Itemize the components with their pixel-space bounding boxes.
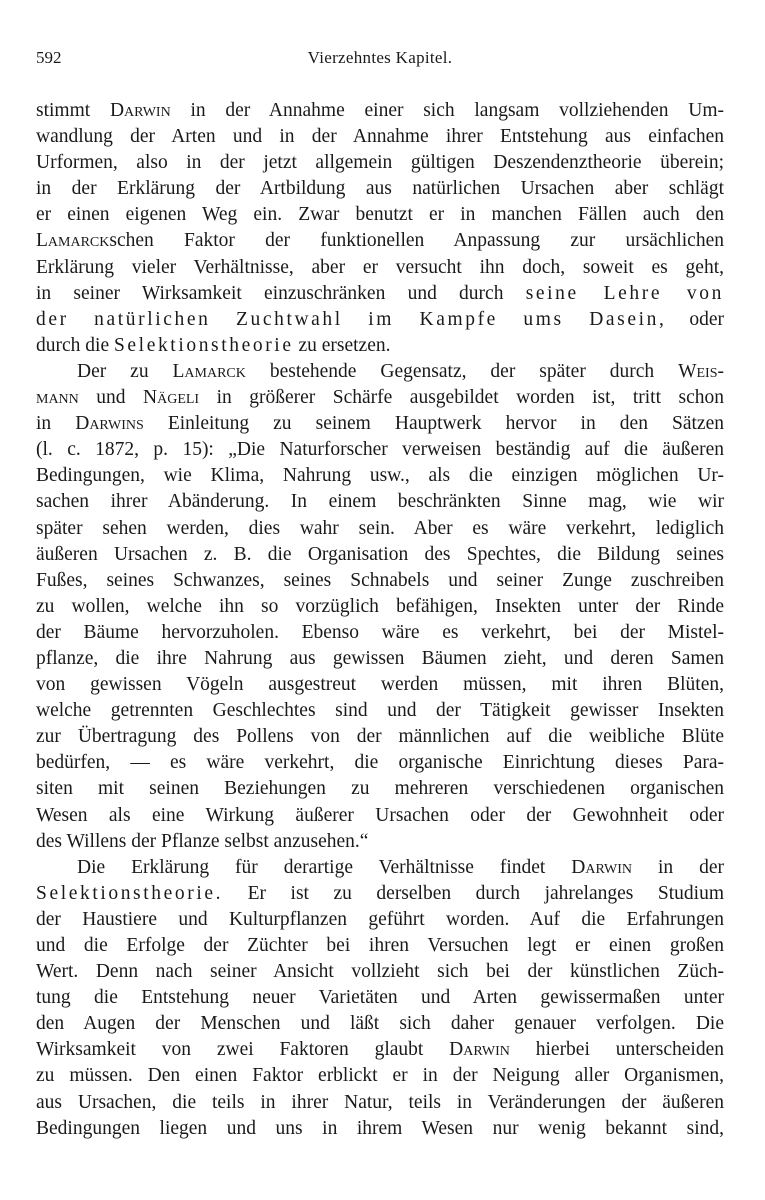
- text-run: in: [36, 413, 76, 435]
- text-line: [36, 829, 724, 855]
- body-text: [36, 98, 724, 1142]
- text-run: zu wollen, welche ihn so vorzüglich befähigen, Insekten unter der Rinde: [36, 595, 724, 617]
- name-small-caps: Darwins: [75, 413, 144, 435]
- text-run: er einen eigenen Weg ein. Zwar benutzt er in manchen Fällen auch den: [36, 204, 724, 226]
- text-line: [36, 359, 724, 385]
- text-line: [36, 698, 724, 724]
- text-run: bestehende Gegensatz, der später durch: [245, 360, 679, 382]
- text-run: Urformen, also in der jetzt allgemein gültigen Deszendenztheorie überein;: [36, 152, 724, 174]
- text-run: zu müssen. Den einen Faktor erblickt er in der Neigung aller Organismen,: [36, 1065, 724, 1087]
- text-line: [36, 646, 724, 672]
- text-line: [36, 1037, 724, 1063]
- text-line: [36, 959, 724, 985]
- text-run: Wesen als eine Wirkung äußerer Ursachen oder der Gewohnheit oder: [36, 804, 724, 826]
- text-run: (l. c. 1872, p. 15): „Die Naturforscher verweisen beständig auf die äußeren: [36, 439, 724, 461]
- name-small-caps: Weis-: [678, 360, 724, 382]
- text-run: durch die: [36, 334, 114, 356]
- text-line: [36, 542, 724, 568]
- text-run: sachen ihrer Abänderung. In einem beschränkten Sinne mag, wie wir: [36, 491, 724, 513]
- name-small-caps: Darwin: [449, 1039, 510, 1061]
- text-run: zu ersetzen.: [293, 334, 391, 356]
- text-run: Wert. Denn nach seiner Ansicht vollzieht sich bei der künstlichen Züch-: [36, 961, 724, 983]
- text-line: [36, 568, 724, 594]
- text-run: Bedingungen, wie Klima, Nahrung usw., als die einzigen möglichen Ur-: [36, 465, 724, 487]
- text-run: Er ist zu derselben durch jahrelanges Studium: [223, 882, 724, 904]
- text-run: Wirksamkeit von zwei Faktoren glaubt: [36, 1039, 450, 1061]
- text-run: welche getrennten Geschlechtes sind und der Tätigkeit gewisser Insekten: [36, 700, 724, 722]
- text-run: schen Faktor der funktionellen Anpassung zur ursächlichen: [109, 230, 724, 252]
- text-run: Der zu: [77, 360, 173, 382]
- text-line: [36, 750, 724, 776]
- text-run: der Bäume hervorzuholen. Ebenso wäre es verkehrt, bei der Mistel-: [36, 621, 724, 643]
- text-run: den Augen der Menschen und läßt sich daher genauer verfolgen. Die: [36, 1013, 724, 1035]
- text-line: [36, 176, 724, 202]
- name-small-caps: Lamarck: [172, 360, 246, 382]
- page-number: 592: [36, 48, 62, 67]
- text-run: oder: [666, 308, 724, 330]
- page-header: [36, 48, 724, 76]
- text-run: Einleitung zu seinem Hauptwerk hervor in den Sätzen: [143, 413, 724, 435]
- text-line: [36, 907, 724, 933]
- name-small-caps: Darwin: [109, 100, 171, 121]
- text-line: [36, 724, 724, 750]
- text-run: Bedingungen liegen und uns in ihrem Wesen nur wenig bekannt sind,: [36, 1117, 724, 1139]
- text-line: [36, 1090, 724, 1116]
- name-small-caps: Lamarck: [36, 230, 110, 252]
- name-small-caps: Nägeli: [143, 387, 200, 409]
- text-line: [36, 776, 724, 802]
- running-title: Vierzehntes Kapitel.: [307, 48, 453, 67]
- text-line: [36, 803, 724, 829]
- text-run: in der Annahme einer sich langsam vollziehenden Um-: [170, 100, 724, 121]
- text-run: zur Übertragung des Pollens von der männlichen auf die weibliche Blüte: [36, 726, 724, 748]
- text-line: [36, 228, 724, 254]
- text-line: [36, 1116, 724, 1142]
- text-line: [36, 620, 724, 646]
- text-line: [36, 202, 724, 228]
- text-run: und: [78, 387, 144, 409]
- spaced-emphasis: Selektionstheorie.: [36, 882, 224, 904]
- text-run: Fußes, seines Schwanzes, seines Schnabels und seiner Zunge zuschreiben: [36, 569, 724, 591]
- spaced-emphasis: Selektionstheorie: [113, 334, 294, 356]
- text-run: stimmt: [36, 100, 110, 121]
- text-line: [36, 1011, 724, 1037]
- text-run: in der Erklärung der Artbildung aus natürlichen Ursachen aber schlägt: [36, 178, 724, 200]
- text-line: [36, 124, 724, 150]
- text-line: [36, 594, 724, 620]
- text-line: [36, 881, 724, 907]
- text-run: bedürfen, — es wäre verkehrt, die organische Einrichtung dieses Para-: [36, 752, 724, 774]
- text-run: in der: [632, 856, 724, 878]
- text-line: [36, 281, 724, 307]
- text-line: [36, 855, 724, 881]
- text-run: tung die Entstehung neuer Varietäten und Arten gewissermaßen unter: [36, 987, 724, 1009]
- text-run: in seiner Wirksamkeit einzuschränken und durch: [36, 282, 526, 304]
- name-small-caps: mann: [36, 387, 79, 409]
- text-line: [36, 463, 724, 489]
- text-line: [36, 437, 724, 463]
- text-run: von gewissen Vögeln ausgestreut werden müssen, mit ihren Blüten,: [36, 674, 724, 696]
- text-line: [36, 985, 724, 1011]
- text-run: siten mit seinen Beziehungen zu mehreren verschiedenen organischen: [36, 778, 724, 800]
- text-line: [36, 150, 724, 176]
- text-run: und die Erfolge der Züchter bei ihren Versuchen legt er einen großen: [36, 935, 724, 956]
- spaced-emphasis: der natürlichen Zuchtwahl im Kampfe ums Dasein,: [36, 308, 667, 330]
- text-line: [36, 933, 724, 959]
- text-run: äußeren Ursachen z. B. die Organisation des Spechtes, die Bildung seines: [36, 543, 724, 565]
- text-run: der Haustiere und Kulturpflanzen geführt worden. Auf die Erfahrungen: [36, 908, 724, 930]
- spaced-emphasis: seine Lehre von: [525, 282, 724, 304]
- text-run: Erklärung vieler Verhältnisse, aber er versucht ihn doch, soweit es geht,: [36, 256, 724, 278]
- text-line: [36, 307, 724, 333]
- name-small-caps: Darwin: [571, 856, 633, 878]
- text-run: in größerer Schärfe ausgebildet worden ist, tritt schon: [199, 387, 724, 409]
- text-run: des Willens der Pflanze selbst anzusehen.“: [36, 830, 369, 852]
- text-line: [36, 516, 724, 542]
- text-run: aus Ursachen, die teils in ihrer Natur, teils in Veränderungen der äußeren: [36, 1091, 724, 1113]
- text-line: [36, 98, 724, 124]
- text-line: [36, 489, 724, 515]
- text-run: pflanze, die ihre Nahrung aus gewissen Bäumen zieht, und deren Samen: [36, 647, 724, 669]
- text-run: Die Erklärung für derartige Verhältnisse findet: [77, 856, 572, 878]
- text-line: [36, 411, 724, 437]
- text-line: [36, 1063, 724, 1089]
- text-run: hierbei unterscheiden: [509, 1039, 724, 1061]
- text-run: später sehen werden, dies wahr sein. Aber es wäre verkehrt, lediglich: [36, 517, 724, 539]
- text-line: [36, 672, 724, 698]
- text-line: [36, 333, 724, 359]
- text-run: wandlung der Arten und in der Annahme ihrer Entstehung aus einfachen: [36, 126, 724, 148]
- text-line: [36, 385, 724, 411]
- text-line: [36, 255, 724, 281]
